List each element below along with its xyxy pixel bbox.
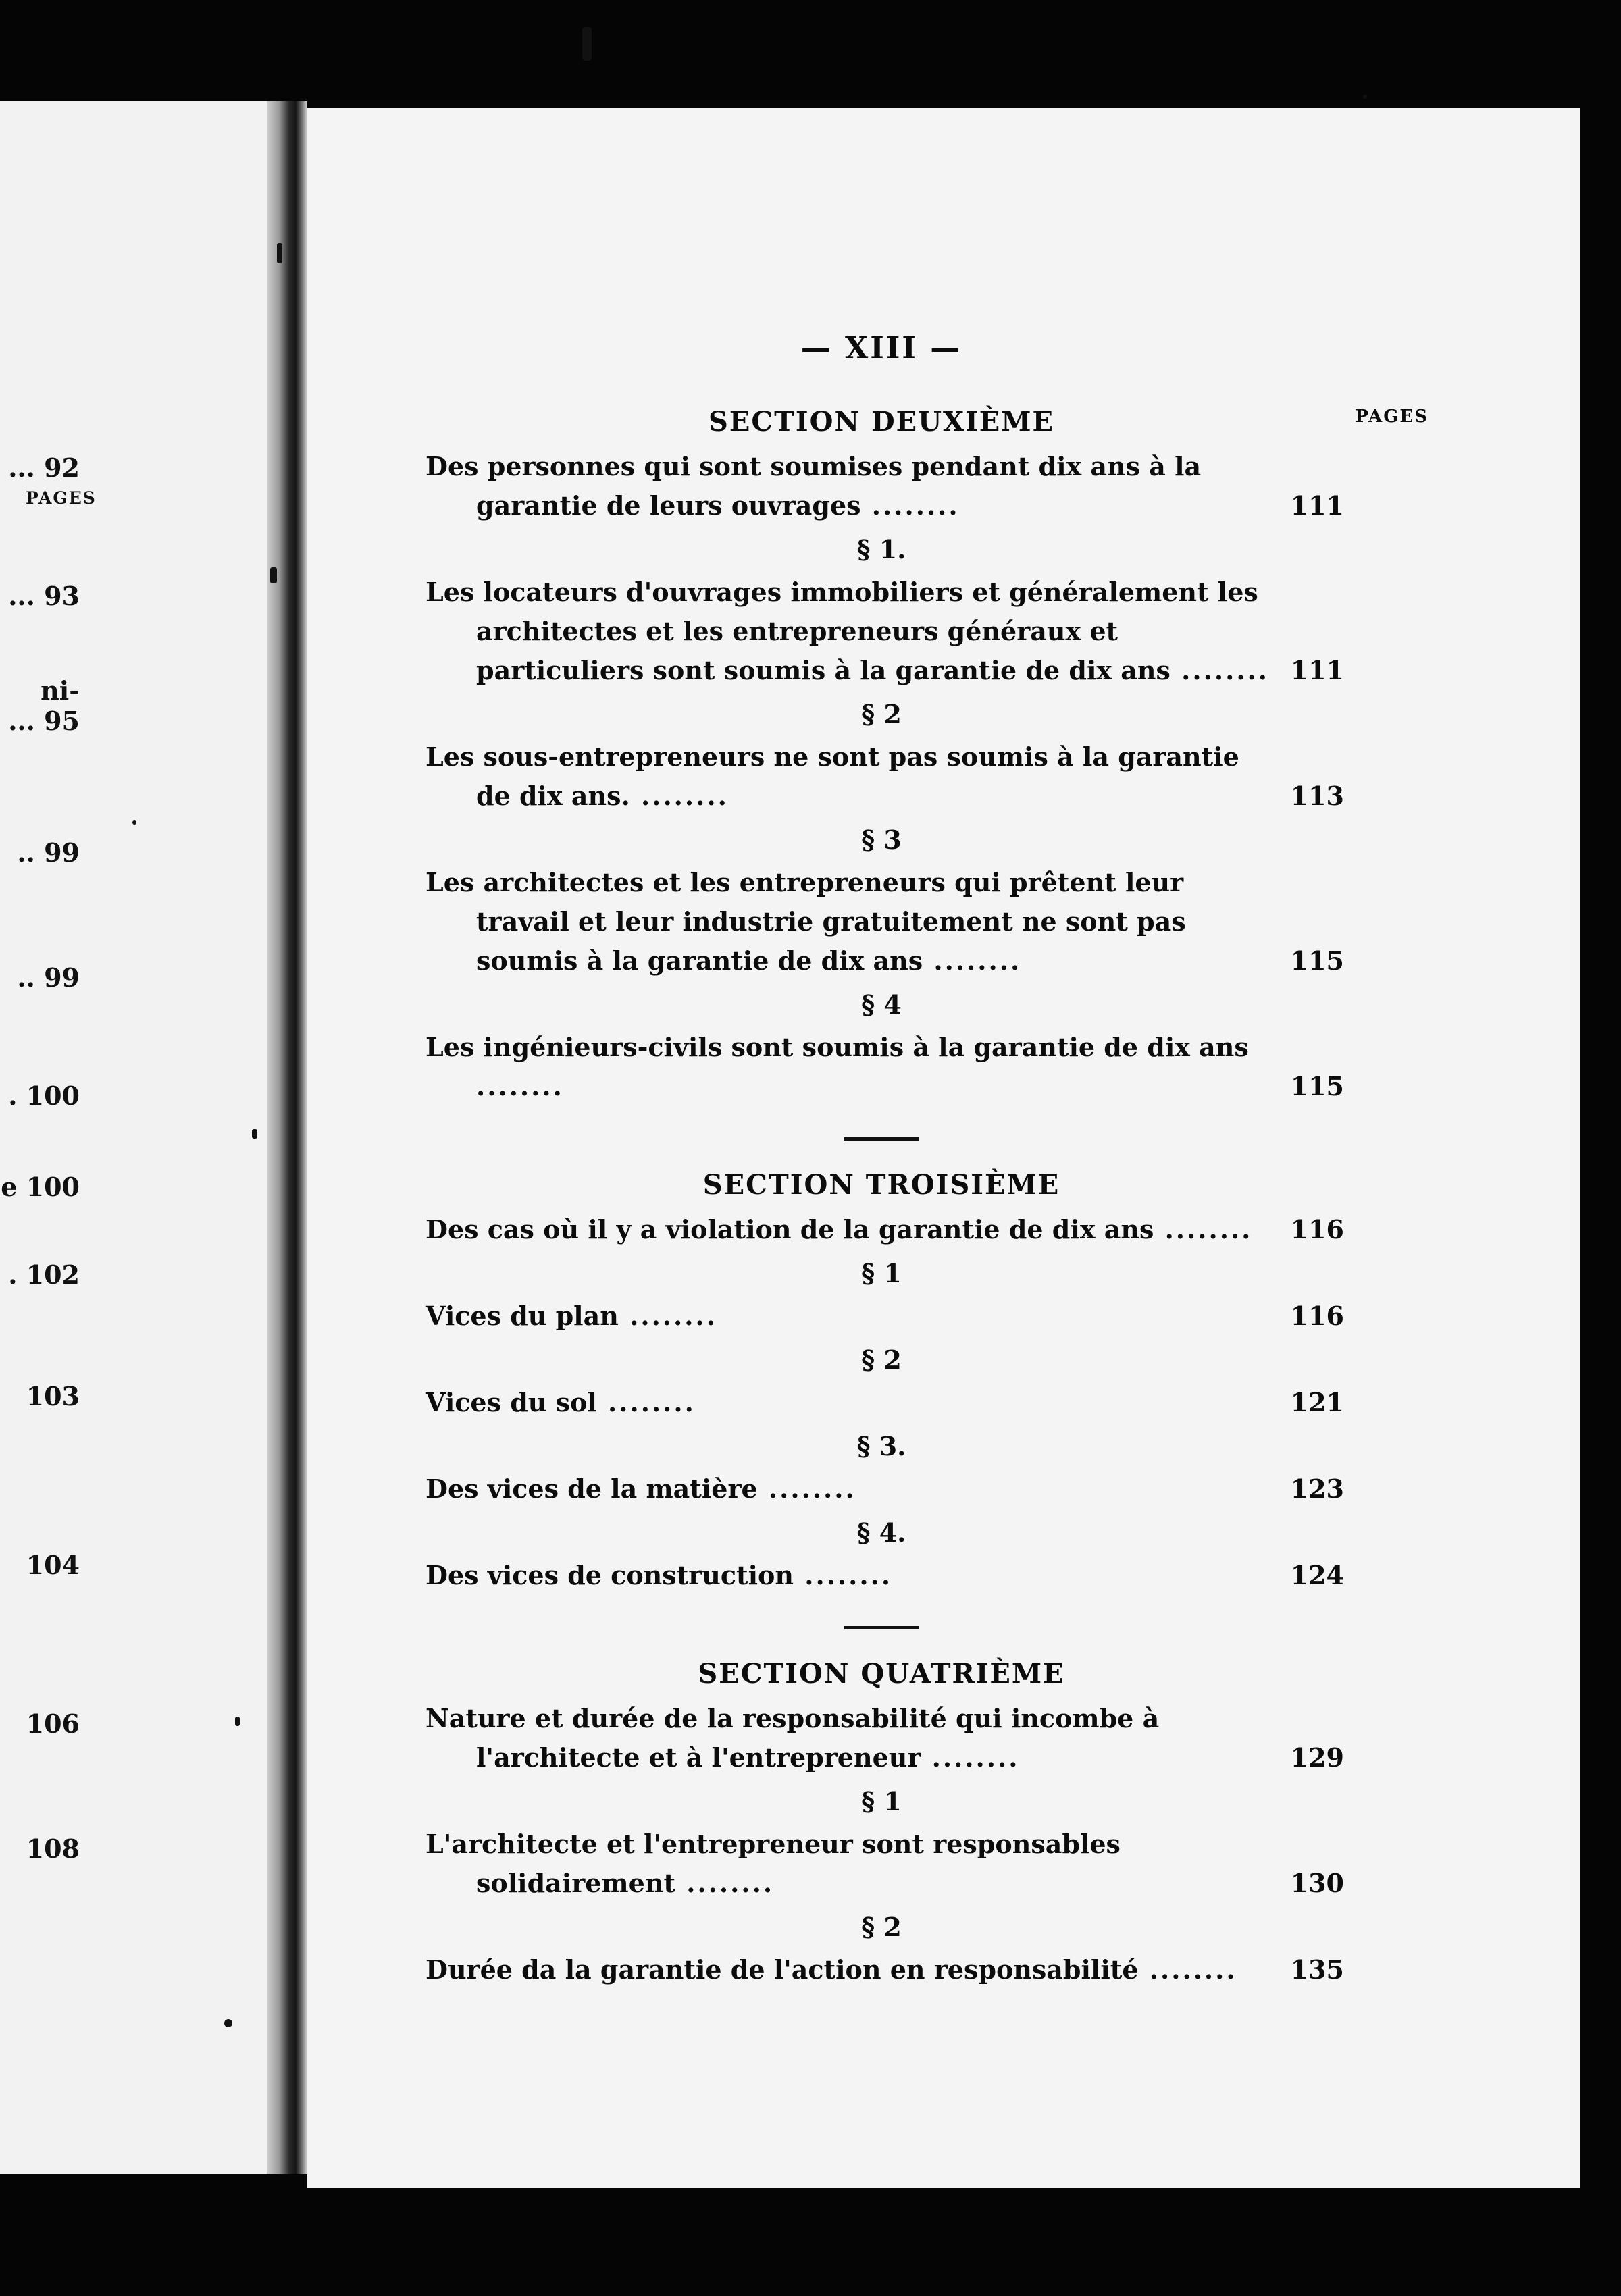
dot-leader: ........ [794, 1560, 893, 1590]
section-divider [844, 1137, 919, 1141]
toc-entry [426, 1699, 1344, 1777]
dust-speck [252, 1129, 257, 1139]
section-title: SECTION TROISIÈME [702, 1169, 1060, 1201]
dot-leader: ........ [629, 781, 729, 811]
dot-leader: ........ [618, 1301, 717, 1331]
dot-leader: ........ [923, 945, 1022, 976]
left-page-fragment: ni- [41, 675, 80, 706]
left-page-fragment: . 100 [8, 1080, 80, 1111]
dust-speck [582, 27, 592, 61]
dot-leader: ........ [476, 1071, 564, 1101]
dot-leader: ........ [860, 490, 960, 521]
paragraph-heading: § 3. [856, 1431, 906, 1461]
toc-entry-title: Vices du sol [426, 1387, 597, 1417]
toc-entry-title: L'architecte et l'entrepreneur sont responsables solidairement [426, 1829, 1121, 1898]
toc-entry-page: 121 [1290, 1387, 1344, 1417]
dot-leader: ........ [1170, 655, 1270, 685]
section-divider [844, 1626, 919, 1629]
toc-entry [426, 1950, 1344, 1989]
toc-entry [426, 1297, 1344, 1336]
dot-leader: ........ [757, 1473, 856, 1504]
toc-entry-title: Des vices de la matière [426, 1473, 758, 1504]
paragraph-heading: § 1 [861, 1258, 902, 1288]
toc-entry [426, 1556, 1344, 1595]
paragraph-heading: § 2 [861, 1345, 902, 1375]
dust-speck [235, 1717, 240, 1726]
toc-entry [426, 863, 1344, 981]
left-page-fragment: ... 93 [8, 581, 80, 611]
pages-column-label: PAGES [1355, 407, 1429, 427]
toc-entry-page: 135 [1290, 1954, 1344, 1985]
dust-speck [224, 2019, 232, 2027]
toc-entry [426, 1469, 1344, 1509]
toc-entry-page: 111 [1290, 490, 1344, 521]
toc-entry-title: Les sous-entrepreneurs ne sont pas soumis à la garantie de dix ans. [426, 741, 1239, 811]
right-page [307, 108, 1580, 2188]
paragraph-heading: § 2 [861, 699, 902, 729]
toc-entry-page: 116 [1290, 1301, 1344, 1331]
toc-entry-title: Des cas où il y a violation de la garantie de dix ans [426, 1214, 1154, 1245]
section-title: SECTION DEUXIÈME [708, 406, 1055, 438]
left-pages-label: PAGES [26, 488, 97, 508]
toc-entry-page: 115 [1290, 1071, 1344, 1101]
toc-entry-page: 115 [1290, 945, 1344, 976]
dot-leader: ........ [1154, 1214, 1253, 1245]
table-of-contents [426, 331, 1429, 1989]
dust-speck [270, 567, 277, 583]
toc-entry-title: Les ingénieurs-civils sont soumis à la garantie de dix ans [426, 1032, 1249, 1062]
left-page-fragment: 104 [26, 1550, 80, 1580]
paragraph-heading: § 4 [861, 989, 902, 1020]
dust-speck [132, 820, 136, 825]
paragraph-heading: § 3 [861, 825, 902, 855]
toc-entry [426, 1383, 1344, 1422]
toc-entry-page: 124 [1290, 1560, 1344, 1590]
toc-entry-page: 111 [1290, 655, 1344, 685]
left-page-fragment: e 100 [1, 1172, 80, 1202]
left-page-fragment: ... 92 [8, 452, 80, 483]
toc-entry [426, 737, 1344, 816]
toc-entry-page: 129 [1290, 1742, 1344, 1773]
left-page-fragment: 106 [26, 1708, 80, 1739]
left-page-fragment: 108 [26, 1833, 80, 1864]
toc-entry-title: Vices du plan [426, 1301, 619, 1331]
left-page [0, 101, 268, 2174]
left-page-fragment: . 102 [8, 1259, 80, 1290]
left-page-fragment: 103 [26, 1381, 80, 1411]
toc-entry [426, 1028, 1344, 1106]
left-page-fragment: .. 99 [17, 837, 80, 868]
toc-body [426, 406, 1344, 1989]
toc-entry-page: 130 [1290, 1868, 1344, 1898]
dot-leader: ........ [921, 1742, 1020, 1773]
toc-entry [426, 573, 1344, 690]
dot-leader: ........ [1138, 1954, 1237, 1985]
dot-leader: ........ [675, 1868, 775, 1898]
toc-entry-page: 116 [1290, 1214, 1344, 1245]
paragraph-heading: § 1 [861, 1786, 902, 1817]
toc-entry-title: Des vices de construction [426, 1560, 794, 1590]
page-number: — XIII — [800, 331, 962, 365]
dot-leader: ........ [596, 1387, 696, 1417]
toc-entry-title: Des personnes qui sont soumises pendant dix ans à la garantie de leurs ouvrages [426, 451, 1202, 521]
toc-entry-page: 113 [1290, 781, 1344, 811]
toc-entry-page: 123 [1290, 1473, 1344, 1504]
toc-entry-title: Nature et durée de la responsabilité qui incombe à l'architecte et à l'entrepreneur [426, 1703, 1160, 1773]
left-page-fragment: ... 95 [8, 706, 80, 736]
paragraph-heading: § 4. [856, 1517, 906, 1548]
section-title: SECTION QUATRIÈME [698, 1658, 1065, 1690]
toc-entry [426, 447, 1344, 525]
toc-entry-title: Les locateurs d'ouvrages immobiliers et généralement les architectes et les entrepreneurs généraux et particuliers sont soumis à la garantie de dix ans [426, 577, 1258, 685]
toc-entry-title: Durée da la garantie de l'action en responsabilité [426, 1954, 1139, 1985]
dust-speck [1363, 95, 1367, 99]
paragraph-heading: § 1. [856, 534, 906, 565]
toc-entry-title: Les architectes et les entrepreneurs qui prêtent leur travail et leur industrie gratuitement ne sont pas soumis à la garantie de dix ans [426, 867, 1186, 976]
toc-entry [426, 1210, 1344, 1249]
left-page-fragment: .. 99 [17, 962, 80, 993]
binding-gutter [267, 101, 307, 2174]
paragraph-heading: § 2 [861, 1912, 902, 1942]
toc-entry [426, 1825, 1344, 1903]
dust-speck [277, 243, 282, 263]
